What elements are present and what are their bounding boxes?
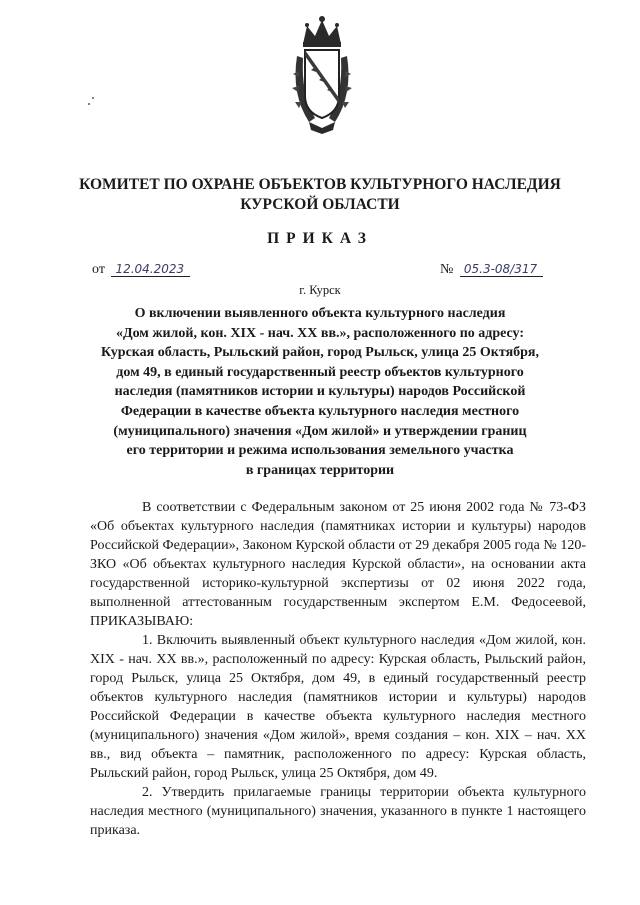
city: г. Курск <box>299 283 341 297</box>
scan-speck <box>88 103 90 105</box>
item-1-paragraph: 1. Включить выявленный объект культурного наследия «Дом жилой, кон. XIX - нач. XX вв.», расположенный по адресу: Курская область, Рыльский район, город Рыльск, улица 25 Октября, дом 49, в единый государственный реестр объектов культурного наследия (памятников истории и культуры) народов Российской Федерации в качестве объекта культурного наследия местного (муниципального) значения «Дом жилой», время создания – кон. XIX – нач. XX вв., вид объекта – памятник, расположенного по адресу: Курская область, Рыльский район, город Рыльск, улица 25 Октября, дом 49. <box>90 633 586 781</box>
subject-line: О включении выявленного объекта культурного наследия <box>134 306 506 321</box>
order-body <box>90 498 586 840</box>
subject-line: Курская область, Рыльский район, город Рыльск, улица 25 Октября, <box>100 345 540 361</box>
document-type: ПРИКАЗ <box>267 230 373 247</box>
subject-line: в границах территории <box>245 462 395 478</box>
date-prefix: от <box>92 262 105 277</box>
handwritten-date: 12.04.2023 <box>111 262 190 277</box>
date-field <box>92 262 190 278</box>
subject-line: «Дом жилой, кон. XIX - нач. XX вв.», расположенного по адресу: <box>115 325 525 341</box>
item-2-paragraph: 2. Утвердить прилагаемые границы территории объекта культурного наследия местного (муниципального) значения, указанного в пункте 1 настоящего приказа. <box>90 785 586 838</box>
organization-title <box>0 175 640 215</box>
subject-line: его территории и режима использования земельного участка <box>126 443 514 459</box>
organization-title-line1: КОМИТЕТ ПО ОХРАНЕ ОБЪЕКТОВ КУЛЬТУРНОГО НАСЛЕДИЯ <box>79 176 561 193</box>
organization-title-line2: КУРСКОЙ ОБЛАСТИ <box>240 196 400 213</box>
number-prefix: № <box>440 262 454 277</box>
subject-line: дом 49, в единый государственный реестр объектов культурного <box>116 364 524 380</box>
handwritten-number: 05.3-08/317 <box>460 262 543 277</box>
subject-line: Федерации в качестве объекта культурного наследия местного <box>120 403 520 419</box>
scan-speck <box>92 97 94 99</box>
subject-line: наследия (памятников истории и культуры) народов Российской <box>114 384 526 400</box>
subject-line: (муниципального) значения «Дом жилой» и утверждении границ <box>113 423 527 439</box>
kursk-coat-of-arms-icon <box>289 14 355 138</box>
preamble-paragraph: В соответствии с Федеральным законом от 25 июня 2002 года № 73-ФЗ «Об объектах культурного наследия (памятниках истории и культуры) народов Российской Федерации», Законом Курской области от 29 декабря 2005 года № 120-ЗКО «Об объектах культурного наследия Курской области», на основании акта государственной историко-культурной экспертизы от 02 июня 2022 года, выполненной аттестованным государственным экспертом Е.М. Федосеевой, ПРИКАЗЫВАЮ: <box>90 500 586 629</box>
order-subject <box>90 304 550 480</box>
number-field <box>440 262 543 278</box>
